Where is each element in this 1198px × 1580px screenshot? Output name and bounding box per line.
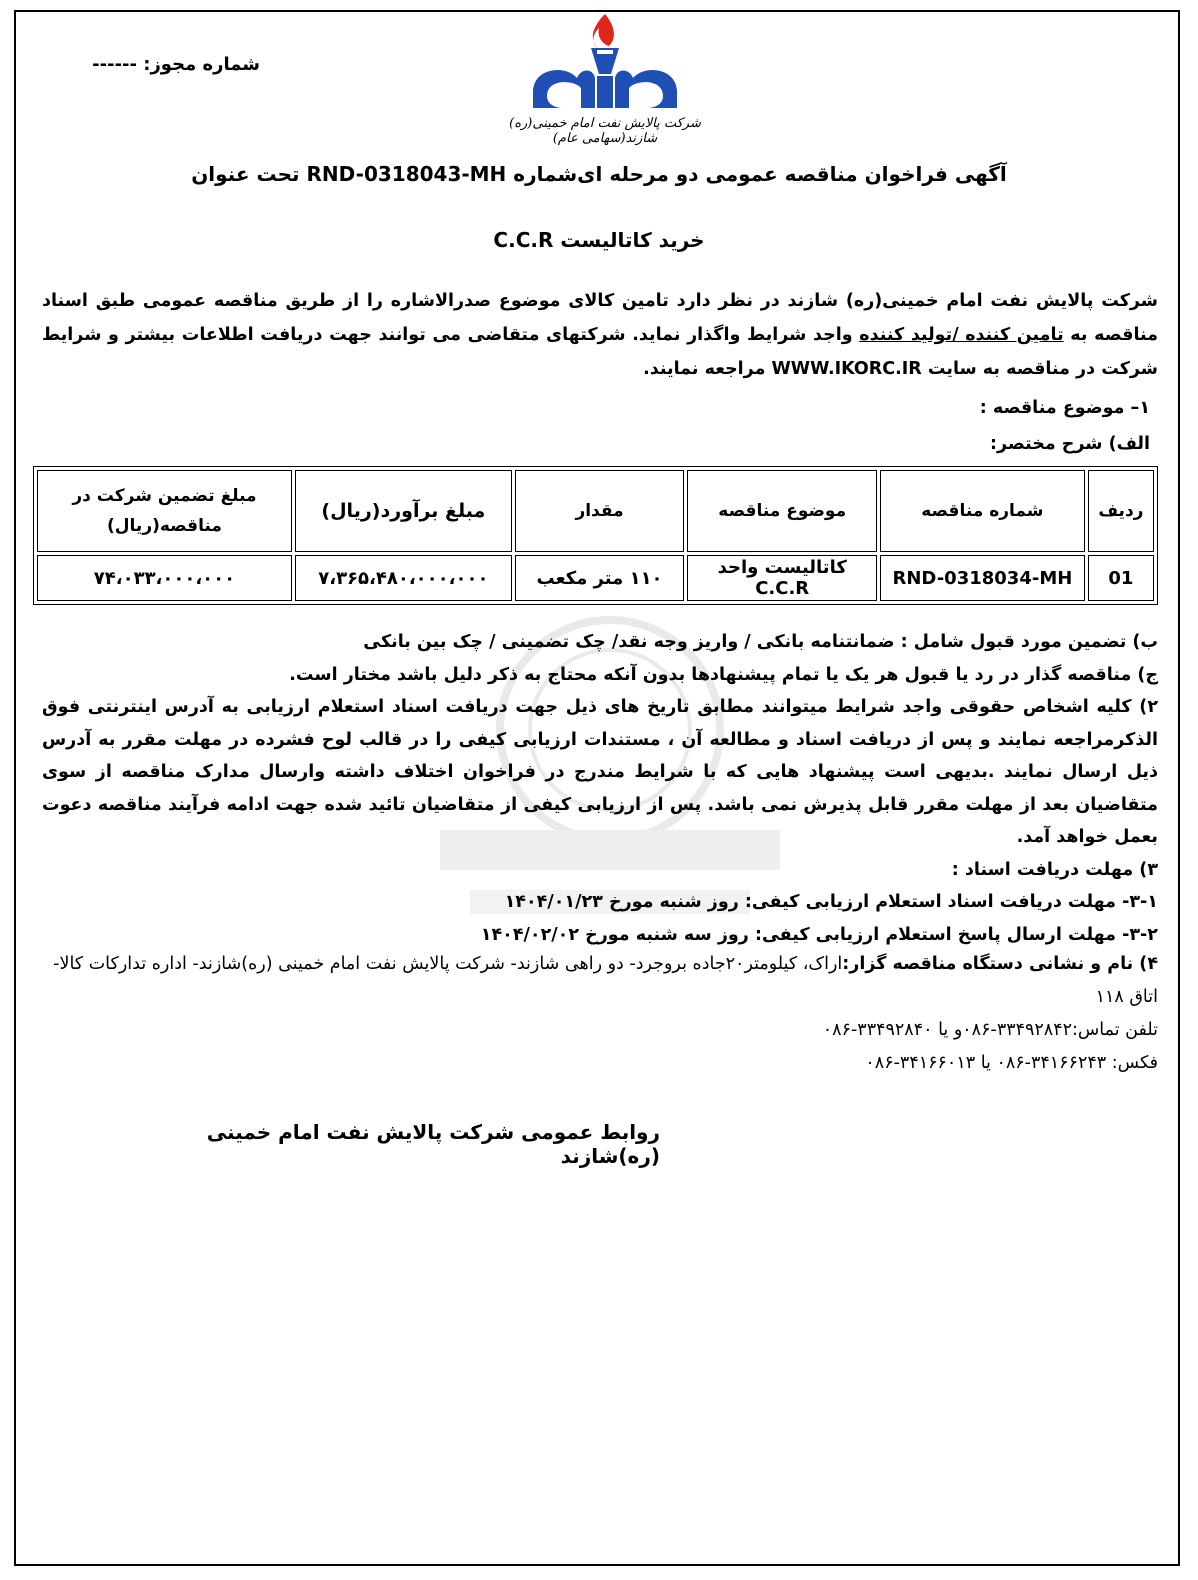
clause-2: ۲) کلیه اشخاص حقوقی واجد شرایط میتوانند مطابق تاریخ های ذیل جهت دریافت اسناد استعلام ارزیابی به آدرس اینترنتی فوق الذکرمراجعه نمایند و پس از دریافت اسناد و مطالعه آن ، مستندات ارزیابی کیفی را در قالب لوح فشرده در مهلت مقرر به آدرس ذیل ارسال نمایند .بدیهی است پیشنهاد هایی که با شرایط مندرج در فراخوان اختلاف داشته وارسال مدارک مناقصه از سوی متقاضیان بعد از مهلت مقرر قابل پذیرش نمی باشد. پس از ارزیابی کیفی از متقاضیان تائید شده جهت ادامه فرآیند مناقصه دعوت بعمل خواهد آمد.	[42, 697, 1158, 847]
intro-paragraph	[42, 284, 1158, 386]
table-row	[37, 555, 1154, 601]
tender-table	[33, 466, 1158, 605]
clause-c: ج) مناقصه گذار در رد یا قبول هر یک یا تمام پیشنهادها بدون آنکه محتاج به ذکر دلیل باشد مختار است.	[289, 664, 1158, 685]
nioc-flame-logo-icon	[485, 12, 725, 117]
fax-line: فکس: ۳۴۱۶۶۲۴۳-۰۸۶ یا ۳۴۱۶۶۰۱۳-۰۸۶	[865, 1053, 1158, 1073]
table-header-row	[37, 470, 1154, 552]
col-estimated-amount: مبلغ برآورد(ریال)	[295, 470, 512, 552]
cell-estimated-amount: ۷،۳۶۵،۴۸۰،۰۰۰،۰۰۰	[295, 555, 512, 601]
tender-clauses	[42, 626, 1158, 951]
announcement-subtitle: خرید کاتالیست C.C.R	[493, 228, 705, 252]
license-number: شماره مجوز: ------	[92, 54, 260, 75]
clause-3: ۳) مهلت دریافت اسناد :	[951, 859, 1158, 880]
cell-tender-number: RND-0318034-MH	[880, 555, 1085, 601]
cell-tender-subject: کاتالیست واحد C.C.R	[687, 555, 877, 601]
phone-line: تلفن تماس:۳۳۴۹۲۸۴۲-۰۸۶و یا ۳۳۴۹۲۸۴۰-۰۸۶	[822, 1020, 1158, 1040]
col-quantity: مقدار	[515, 470, 685, 552]
clause-4-address: اراک، کیلومتر۲۰جاده بروجرد- دو راهی شازند- شرکت پالایش نفت امام خمینی (ره)شازند- اداره تدارکات کالا- اتاق ۱۱۸	[53, 954, 1158, 1007]
contact-block	[42, 948, 1158, 1080]
col-tender-subject: موضوع مناقصه	[687, 470, 877, 552]
cell-guarantee-amount: ۷۴،۰۳۳،۰۰۰،۰۰۰	[37, 555, 292, 601]
company-caption: شرکت پالایش نفت امام خمینی(ره) شازند(سهامی عام)	[509, 116, 701, 146]
cell-row-number: 01	[1088, 555, 1154, 601]
col-row-number: ردیف	[1088, 470, 1154, 552]
intro-underlined-text: تامین کننده /تولید کننده	[859, 325, 1064, 345]
announcement-title: آگهی فراخوان مناقصه عمومی دو مرحله ای‌شماره RND-0318043-MH تحت عنوان	[191, 162, 1007, 186]
intro-text-1: شرکت پالایش نفت امام خمینی(ره) شازند در نظر دارد تامین کالای موضوع صدرالاشاره را از طریق مناقصه عمومی طبق اسناد مناقصه به	[42, 291, 1158, 345]
cell-quantity: ۱۱۰ متر مکعب	[515, 555, 685, 601]
company-logo	[485, 12, 725, 152]
section-1-sub: الف) شرح مختصر:	[989, 434, 1150, 454]
clause-3-1: ۳-۱- مهلت دریافت اسناد استعلام ارزیابی کیفی: روز شنبه مورخ ۱۴۰۴/۰۱/۲۳	[504, 892, 1158, 912]
clause-3-2: ۳-۲- مهلت ارسال پاسخ استعلام ارزیابی کیفی: روز سه شنبه مورخ ۱۴۰۴/۰۲/۰۲	[480, 924, 1158, 945]
intro-text-2: واجد شرایط واگذار نماید. شرکتهای متقاضی می توانند جهت دریافت اطلاعات بیشتر و شرایط شرکت در مناقصه به سایت WWW.IKORC.IR مراجعه نمایند.	[42, 325, 1158, 379]
section-1-heading: ۱– موضوع مناقصه :	[979, 398, 1150, 418]
footer-signature: روابط عمومی شرکت پالایش نفت امام خمینی (ره)شازند	[206, 1120, 660, 1168]
col-guarantee-amount: مبلغ تضمین شرکت در مناقصه(ریال)	[37, 470, 292, 552]
clause-4-label: ۴) نام و نشانی دستگاه مناقصه گزار:	[842, 954, 1158, 974]
clause-4	[42, 948, 1158, 1014]
clause-b: ب) تضمین مورد قبول شامل : ضمانتنامه بانکی / واریز وجه نقد/ چک تضمینی / چک بین بانکی	[363, 632, 1158, 652]
col-tender-number: شماره مناقصه	[880, 470, 1085, 552]
